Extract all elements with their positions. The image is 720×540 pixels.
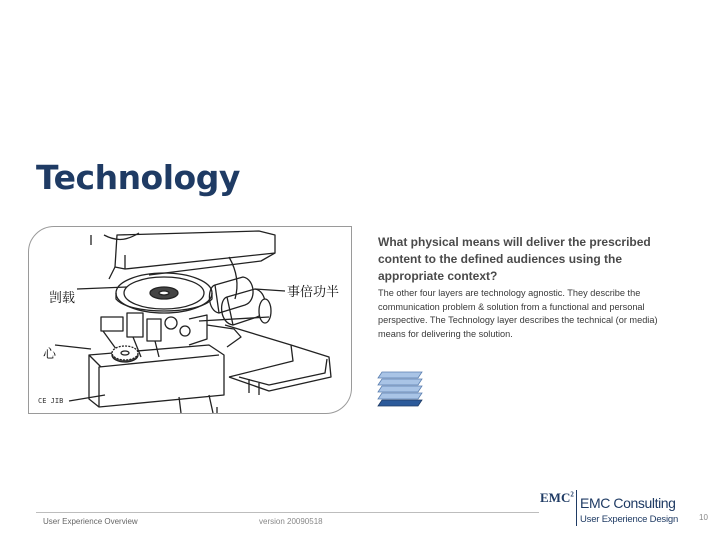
cd-player-illustration [28,226,352,414]
cd-player-drawing [29,227,351,413]
layer-1 [378,372,422,378]
layer-5-highlighted [378,400,422,406]
figure-label-right: 事倍功半 [287,285,340,300]
stacked-layers-icon [376,370,424,415]
layer-4 [378,393,422,399]
emc-logo-text: EMC [540,490,571,505]
emc-logo-superscript: 2 [570,490,574,499]
figure-label-left-bottom: 心 [43,347,57,362]
layer-3 [378,386,422,392]
layer-2 [378,379,422,385]
footer-version: version 20090518 [259,517,323,526]
page-number: 10 [699,513,708,522]
slide-title: Technology [36,158,240,197]
figure-label-left-top: 剀载 [49,291,76,306]
footer-divider [36,512,539,513]
key-question: What physical means will deliver the prescribed content to the defined audiences using the appropriate context? [378,235,651,283]
footer-title: User Experience Overview [43,517,138,526]
logo-divider [576,490,577,526]
emc-logo [540,490,574,506]
figure-code: CE JIB [38,397,64,405]
logo-subtitle: User Experience Design [580,514,679,525]
logo-consulting-text: EMC Consulting [580,495,676,511]
description-text: The other four layers are technology agnostic. They describe the communication problem & solution from a functional and personal perspective. The Technology layer describes the technical (or media) means for delivering the solution. [378,288,658,339]
